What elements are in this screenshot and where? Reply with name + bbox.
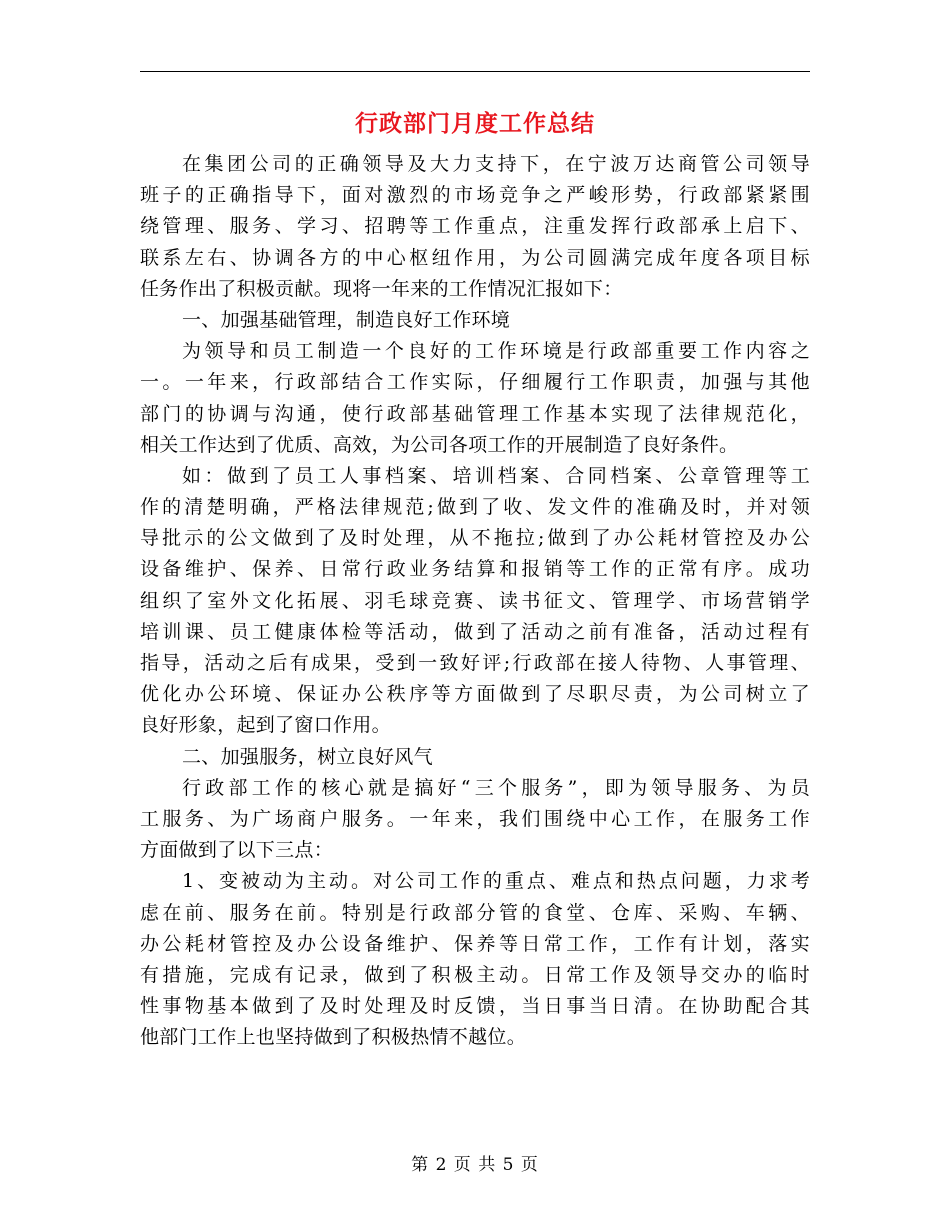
body-line: 一、加强基础管理，制造良好工作环境: [182, 308, 511, 331]
body-line: 良好形象，起到了窗口作用。: [140, 714, 391, 737]
body-line: 有措施，完成有记录，做到了积极主动。日常工作及领导交办的临时: [140, 963, 810, 986]
body-line: 办公耗材管控及办公设备维护、保养等日常工作，工作有计划，落实: [140, 932, 810, 955]
body-line: 在集团公司的正确领导及大力支持下，在宁波万达商管公司领导: [182, 153, 810, 175]
body-line: 工服务、为广场商户服务。一年来，我们围绕中心工作，在服务工作: [140, 807, 810, 830]
body-line: 设备维护、保养、日常行政业务结算和报销等工作的正常有序。成功: [140, 558, 810, 581]
body-line: 指导，活动之后有成果，受到一致好评;行政部在接人待物、人事管理、: [140, 652, 810, 674]
body-line: 导批示的公文做到了及时处理，从不拖拉;做到了办公耗材管控及办公: [140, 527, 810, 550]
body-line: 部门的协调与沟通，使行政部基础管理工作基本实现了法律规范化，: [140, 402, 810, 425]
body-line: 一。一年来，行政部结合工作实际，仔细履行工作职责，加强与其他: [140, 371, 810, 394]
document-title: 行政部门月度工作总结: [355, 110, 595, 137]
body-line: 优化办公环境、保证办公秩序等方面做到了尽职尽责，为公司树立了: [140, 683, 810, 706]
body-line: 方面做到了以下三点：: [140, 839, 334, 862]
body-line: 作的清楚明确，严格法律规范;做到了收、发文件的准确及时，并对领: [140, 496, 810, 519]
body-line: 虑在前、服务在前。特别是行政部分管的食堂、仓库、采购、车辆、: [140, 901, 810, 924]
page-number: 第 2 页 共 5 页: [411, 1155, 539, 1175]
body-line: 相关工作达到了优质、高效，为公司各项工作的开展制造了良好条件。: [140, 433, 739, 456]
body-line: 任务作出了积极贡献。现将一年来的工作情况汇报如下：: [140, 277, 623, 300]
body-line: 1、变被动为主动。对公司工作的重点、难点和热点问题，力求考: [182, 870, 810, 893]
body-line: 绕管理、服务、学习、招聘等工作重点，注重发挥行政部承上启下、: [140, 215, 810, 238]
body-line: 为领导和员工制造一个良好的工作环境是行政部重要工作内容之: [182, 340, 810, 363]
body-line: 联系左右、协调各方的中心枢纽作用，为公司圆满完成年度各项目标: [140, 246, 810, 269]
body-line: 二、加强服务，树立良好风气: [182, 745, 433, 768]
body-line: 行政部工作的核心就是搞好“三个服务”，即为领导服务、为员: [182, 776, 810, 799]
document-body: [140, 149, 810, 1053]
header-rule: [140, 71, 810, 72]
body-line: 组织了室外文化拓展、羽毛球竞赛、读书征文、管理学、市场营销学: [140, 589, 810, 612]
body-line: 性事物基本做到了及时处理及时反馈，当日事当日清。在协助配合其: [140, 995, 810, 1018]
body-line: 如：做到了员工人事档案、培训档案、合同档案、公章管理等工: [182, 464, 810, 487]
body-line: 培训课、员工健康体检等活动，做到了活动之前有准备，活动过程有: [140, 620, 810, 643]
body-line: 班子的正确指导下，面对激烈的市场竞争之严峻形势，行政部紧紧围: [140, 184, 810, 207]
body-line: 他部门工作上也坚持做到了积极热情不越位。: [140, 1026, 527, 1049]
